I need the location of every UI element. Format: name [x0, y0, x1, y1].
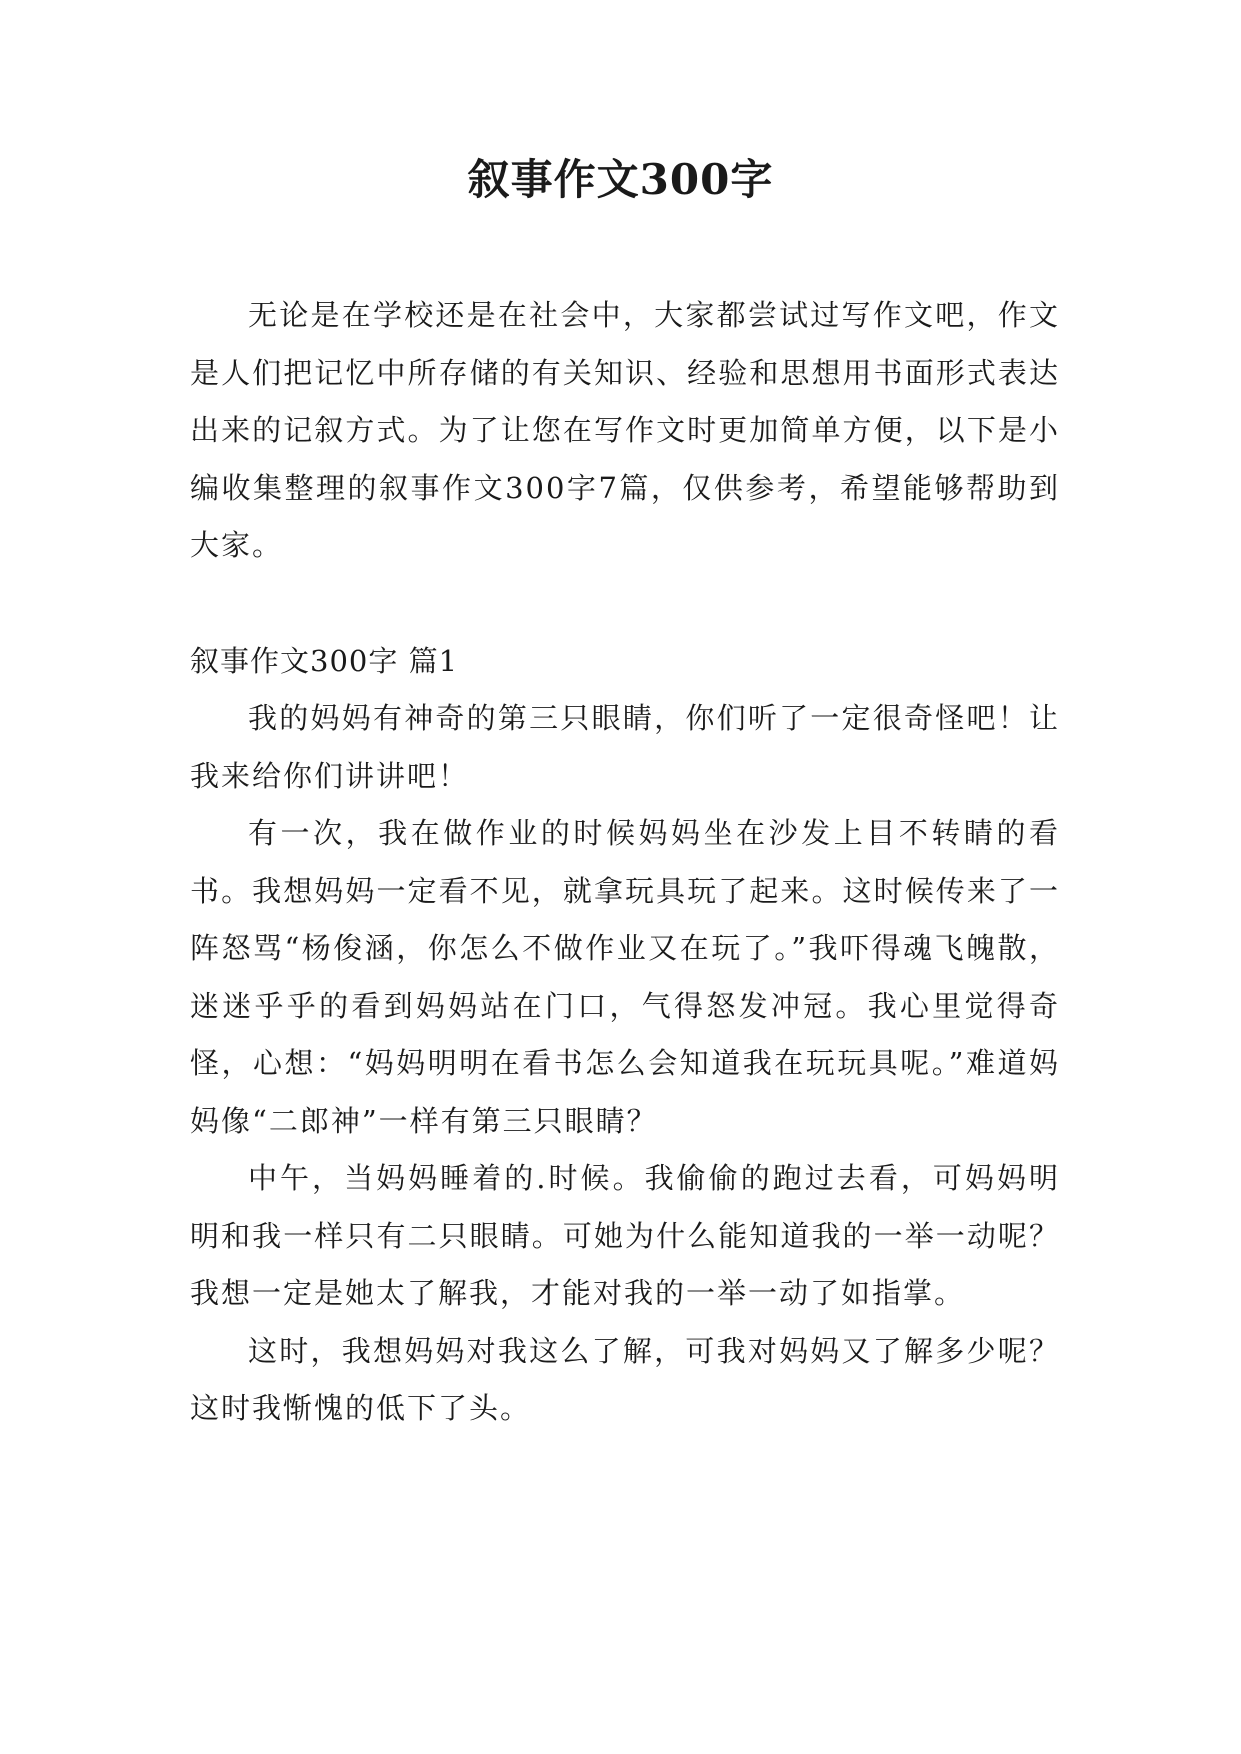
document-body: [190, 287, 1060, 1438]
document-title: 叙事作文300字: [467, 155, 774, 204]
section-heading: 叙事作文300字 篇1: [190, 643, 459, 678]
body-paragraph-2: 有一次，我在做作业的时候妈妈坐在沙发上目不转睛的看书。我想妈妈一定看不见，就拿玩具玩了起来。这时候传来了一阵怒骂“杨俊涵，你怎么不做作业又在玩了。”我吓得魂飞魄散，迷迷乎乎的看到妈妈站在门口，气得怒发冲冠。我心里觉得奇怪，心想：“妈妈明明在看书怎么会知道我在玩玩具呢。”难道妈妈像“二郎神”一样有第三只眼睛？: [190, 816, 1060, 1138]
body-paragraph-1: 我的妈妈有神奇的第三只眼睛，你们听了一定很奇怪吧！让我来给你们讲讲吧！: [190, 701, 1060, 793]
intro-paragraph: 无论是在学校还是在社会中，大家都尝试过写作文吧，作文是人们把记忆中所存储的有关知识、经验和思想用书面形式表达出来的记叙方式。为了让您在写作文时更加简单方便，以下是小编收集整理的叙事作文300字7篇，仅供参考，希望能够帮助到大家。: [190, 298, 1060, 562]
body-paragraph-3: 中午，当妈妈睡着的.时候。我偷偷的跑过去看，可妈妈明明和我一样只有二只眼睛。可她为什么能知道我的一举一动呢？我想一定是她太了解我，才能对我的一举一动了如指掌。: [190, 1161, 1060, 1310]
body-paragraph-4: 这时，我想妈妈对我这么了解，可我对妈妈又了解多少呢？这时我惭愧的低下了头。: [190, 1333, 1060, 1425]
